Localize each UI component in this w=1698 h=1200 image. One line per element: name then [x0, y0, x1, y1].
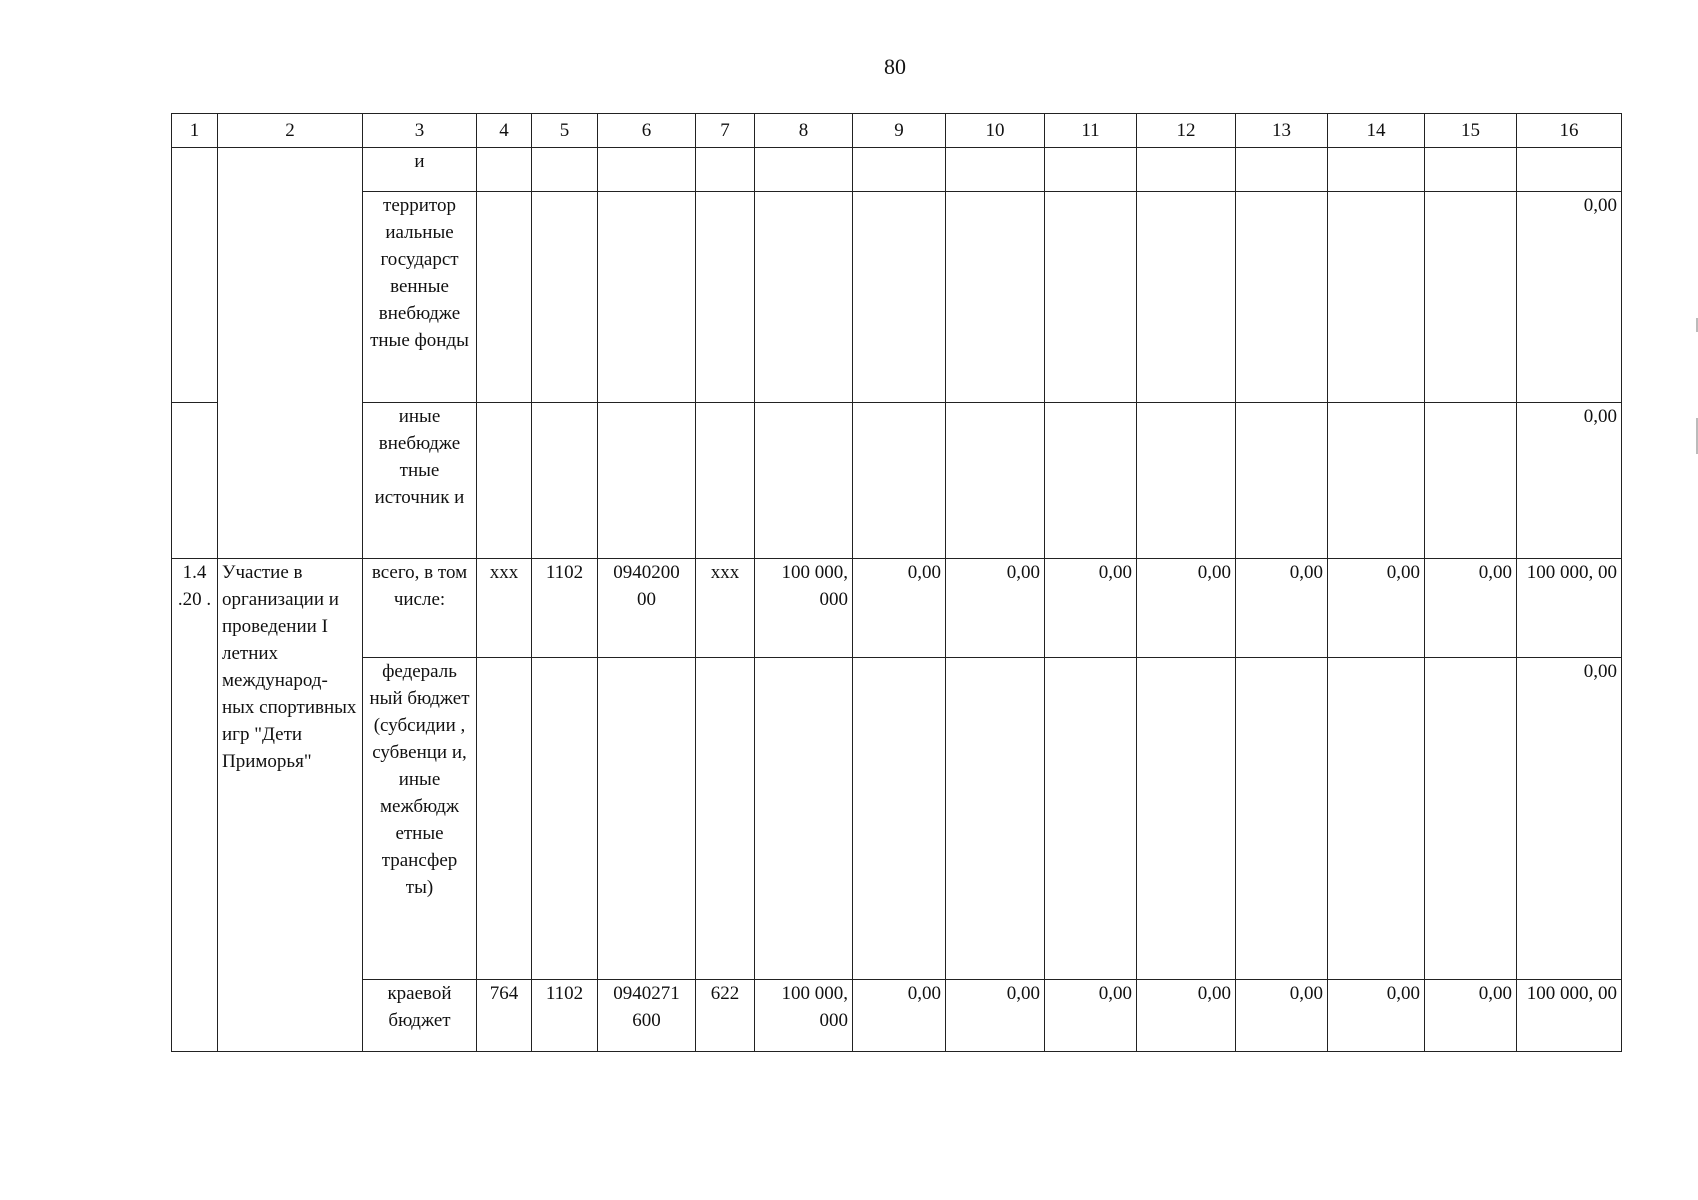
cell-empty: [1425, 403, 1517, 559]
cell-empty: [1328, 658, 1425, 980]
cell-empty: [1425, 192, 1517, 403]
table-row: [172, 192, 1622, 403]
cell-empty: [477, 192, 532, 403]
cell-empty: [1236, 148, 1328, 192]
cell-empty: [532, 148, 598, 192]
cell-amount: 0,00: [853, 559, 946, 658]
table-row: [172, 559, 1622, 658]
cell-empty: [696, 658, 755, 980]
cell-amount: 0,00: [1137, 559, 1236, 658]
cell-empty: [218, 148, 363, 559]
cell-empty: [755, 658, 853, 980]
cell-total: 0,00: [1517, 658, 1622, 980]
cell-total: 0,00: [1517, 192, 1622, 403]
cell-empty: [532, 658, 598, 980]
cell-empty: [1328, 148, 1425, 192]
cell-empty: [1045, 148, 1137, 192]
cell-empty: [696, 192, 755, 403]
cell-amount: 0,00: [853, 980, 946, 1052]
cell-empty: [1517, 148, 1622, 192]
cell-empty: [598, 403, 696, 559]
cell-empty: [946, 658, 1045, 980]
header-cell: 7: [696, 114, 755, 148]
cell-expense-type: 622: [696, 980, 755, 1052]
cell-empty: [1328, 192, 1425, 403]
header-cell: 6: [598, 114, 696, 148]
cell-total: 100 000, 00: [1517, 559, 1622, 658]
cell-empty: [477, 148, 532, 192]
cell-grbs: ххх: [477, 559, 532, 658]
cell-expense-type: ххх: [696, 559, 755, 658]
cell-amount: 100 000, 000: [755, 980, 853, 1052]
cell-empty: [946, 148, 1045, 192]
cell-empty: [1236, 192, 1328, 403]
table-row: [172, 403, 1622, 559]
header-cell: 5: [532, 114, 598, 148]
cell-amount: 0,00: [946, 559, 1045, 658]
cell-amount: 100 000, 000: [755, 559, 853, 658]
header-cell: 11: [1045, 114, 1137, 148]
cell-source: федераль ный бюджет (субсидии , субвенци и, иные межбюдж етные трансфер ты): [363, 658, 477, 980]
cell-empty: [532, 403, 598, 559]
header-row: [172, 114, 1622, 148]
header-cell: 9: [853, 114, 946, 148]
header-cell: 2: [218, 114, 363, 148]
cell-amount: 0,00: [1425, 980, 1517, 1052]
cell-empty: [696, 148, 755, 192]
cell-target-article: 0940200 00: [598, 559, 696, 658]
cell-amount: 0,00: [946, 980, 1045, 1052]
cell-total: 0,00: [1517, 403, 1622, 559]
header-cell: 4: [477, 114, 532, 148]
cell-amount: 0,00: [1328, 559, 1425, 658]
header-cell: 10: [946, 114, 1045, 148]
cell-amount: 0,00: [1045, 559, 1137, 658]
cell-empty: [1137, 148, 1236, 192]
cell-source: иные внебюдже тные источник и: [363, 403, 477, 559]
cell-source: и: [363, 148, 477, 192]
cell-source: краевой бюджет: [363, 980, 477, 1052]
cell-empty: [598, 192, 696, 403]
header-cell: 8: [755, 114, 853, 148]
header-cell: 12: [1137, 114, 1236, 148]
cell-empty: [853, 148, 946, 192]
cell-empty: [1137, 192, 1236, 403]
cell-empty: [755, 403, 853, 559]
cell-target-article: 0940271 600: [598, 980, 696, 1052]
cell-section: 1102: [532, 559, 598, 658]
cell-empty: [1045, 658, 1137, 980]
cell-empty: [755, 192, 853, 403]
cell-empty: [1236, 403, 1328, 559]
cell-grbs: 764: [477, 980, 532, 1052]
cell-empty: [1425, 148, 1517, 192]
table-row: [172, 658, 1622, 980]
cell-empty: [755, 148, 853, 192]
cell-source: территор иальные государст венные внебюдже тные фонды: [363, 192, 477, 403]
cell-amount: 0,00: [1328, 980, 1425, 1052]
cell-amount: 0,00: [1137, 980, 1236, 1052]
cell-empty: [1425, 658, 1517, 980]
cell-empty: [1045, 192, 1137, 403]
header-cell: 14: [1328, 114, 1425, 148]
budget-table: [171, 113, 1622, 1052]
page-number: 80: [884, 54, 906, 79]
cell-item-number: 1.4 .20 .: [172, 559, 218, 1052]
header-cell: 1: [172, 114, 218, 148]
cell-empty: [696, 403, 755, 559]
cell-empty: [598, 148, 696, 192]
cell-empty: [853, 658, 946, 980]
cell-amount: 0,00: [1236, 980, 1328, 1052]
cell-empty: [1328, 403, 1425, 559]
header-cell: 15: [1425, 114, 1517, 148]
cell-empty: [172, 403, 218, 559]
cell-empty: [1137, 658, 1236, 980]
cell-amount: 0,00: [1045, 980, 1137, 1052]
cell-empty: [1045, 403, 1137, 559]
table-row: [172, 148, 1622, 192]
cell-amount: 0,00: [1236, 559, 1328, 658]
cell-event-name: Участие в организации и проведении I летних международ-ных спортивных игр "Дети Приморья": [218, 559, 363, 1052]
cell-empty: [853, 192, 946, 403]
cell-empty: [1236, 658, 1328, 980]
cell-empty: [477, 403, 532, 559]
cell-section: 1102: [532, 980, 598, 1052]
cell-total: 100 000, 00: [1517, 980, 1622, 1052]
header-cell: 13: [1236, 114, 1328, 148]
cell-empty: [598, 658, 696, 980]
header-cell: 3: [363, 114, 477, 148]
cell-empty: [853, 403, 946, 559]
table-row: [172, 980, 1622, 1052]
cell-source: всего, в том числе:: [363, 559, 477, 658]
cell-amount: 0,00: [1425, 559, 1517, 658]
cell-empty: [532, 192, 598, 403]
cell-empty: [946, 403, 1045, 559]
cell-empty: [172, 148, 218, 403]
cell-empty: [1137, 403, 1236, 559]
cell-empty: [946, 192, 1045, 403]
cell-empty: [477, 658, 532, 980]
header-cell: 16: [1517, 114, 1622, 148]
